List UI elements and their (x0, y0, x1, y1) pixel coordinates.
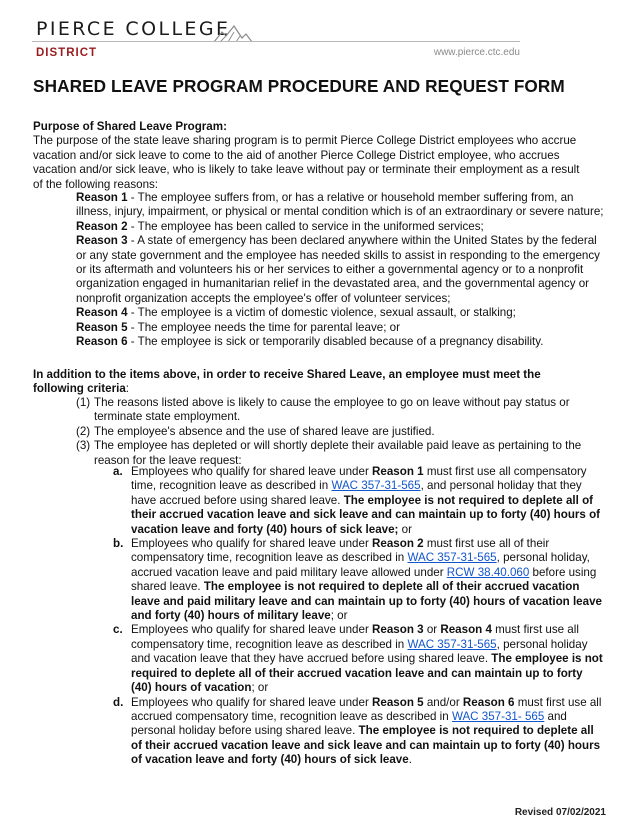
criteria-heading-text: In addition to the items above, in order to receive Shared Leave, an employee must meet the following criteria (33, 368, 541, 396)
reason-label: Reason 6 (76, 335, 128, 349)
reason-item (76, 220, 606, 234)
purpose-text: The purpose of the state leave sharing program is to permit Pierce College District employees who accrue vacation and/or sick leave to come to the aid of another Pierce College District employee, who accrues vacation and/or sick leave, who is likely to take leave without pay or terminate their employment as a result of the following reasons: (33, 134, 580, 191)
revision-date: Revised 07/02/2021 (514, 807, 606, 818)
criteria-list (76, 396, 596, 468)
criteria-item (76, 439, 596, 468)
item-bold-text: The employee is not required to deplete all of their accrued vacation leave and can maintain up to forty (40) hours of vacation (131, 652, 603, 695)
item-text: , personal holiday, accrued vacation leave and paid military leave allowed under (131, 551, 590, 579)
wac-link[interactable]: WAC 357-31-565 (407, 551, 497, 565)
item-text: , and personal holiday that they have accrued before using shared leave. (131, 479, 582, 507)
criteria-heading-colon: : (125, 382, 129, 396)
item-text: and/or (423, 695, 463, 709)
criteria-heading (33, 368, 553, 397)
purpose-heading: Purpose of Shared Leave Program: (33, 120, 227, 133)
page-title: SHARED LEAVE PROGRAM PROCEDURE AND REQUEST FORM (33, 76, 565, 96)
reason-ref: Reason 2 (372, 537, 424, 551)
leave-requirements-list (113, 465, 603, 768)
reason-text: - The employee suffers from, or has a relative or household member suffering from, an illness, injury, impairment, or physical or mental condition which is of an extraordinary or severe nature; (76, 191, 604, 219)
item-bold-text: The employee is not required to deplete all of their accrued vacation leave and paid military leave and can maintain up to forty (40) hours of vacation leave and forty (40) hours of military leave (131, 580, 602, 623)
reason-label: Reason 5 (76, 320, 128, 334)
college-logo-name: PIERCE COLLEGE (36, 18, 231, 40)
reason-ref: Reason 6 (462, 695, 515, 709)
requirement-item-b (113, 537, 603, 623)
reason-ref: Reason 4 (440, 623, 492, 637)
item-text: Employees who qualify for shared leave under (131, 537, 373, 551)
criteria-text: The employee's absence and the use of shared leave are justified. (94, 424, 435, 438)
reason-item (76, 306, 606, 320)
item-letter: b. (113, 537, 124, 551)
reason-text: - The employee is sick or temporarily disabled because of a pregnancy disability. (127, 335, 544, 349)
wac-link[interactable]: WAC 357-31-565 (407, 637, 497, 651)
item-text: must first use all compensatory time, recognition leave as described in (131, 465, 587, 493)
item-text: or (423, 623, 441, 637)
criteria-number: (2) (76, 424, 91, 438)
item-text: must first use all of their compensatory time, recognition leave as described in (131, 537, 550, 565)
requirement-item-c (113, 623, 603, 695)
purpose-section (33, 120, 593, 192)
item-bold-text: The employee is not required to deplete all of their accrued vacation leave and sick leave and can maintain up to forty (40) hours of vacation leave and forty (40) hours of sick leave; (131, 493, 601, 536)
item-bold-text: The employee is not required to deplete all of their accrued vacation leave and sick leave and can maintain up to forty (40) hours of vacation leave and forty (40) hours of sick leave (131, 724, 601, 767)
criteria-item (76, 396, 596, 425)
item-tail: ; or (251, 681, 269, 695)
item-text: Employees who qualify for shared leave under (131, 465, 373, 478)
criteria-text: The employee has depleted or will shortly deplete their available paid leave as pertaining to the reason for the leave request: (94, 439, 582, 467)
reason-label: Reason 1 (76, 191, 128, 204)
reason-item (76, 191, 606, 220)
reason-ref: Reason 1 (372, 465, 424, 478)
college-logo-district: DISTRICT (36, 47, 98, 59)
header-rule (32, 41, 520, 42)
criteria-text: The reasons listed above is likely to cause the employee to go on leave without pay status or terminate state employment. (94, 396, 570, 424)
reason-text: - The employee needs the time for parental leave; or (127, 320, 400, 334)
item-text: before using shared leave. (131, 565, 597, 594)
item-letter: d. (113, 695, 124, 709)
item-letter: a. (113, 465, 123, 478)
item-tail: ; or (330, 609, 348, 623)
reason-item (76, 321, 606, 335)
rcw-link[interactable]: RCW 38.40.060 (446, 565, 530, 579)
wac-link[interactable]: WAC 357-31-565 (331, 479, 421, 493)
letterhead (32, 18, 612, 64)
reason-text: - The employee is a victim of domestic violence, sexual assault, or stalking; (127, 306, 516, 320)
reason-label: Reason 2 (76, 219, 128, 233)
reason-ref: Reason 5 (372, 695, 424, 709)
item-tail: or (398, 522, 412, 536)
reason-text: - The employee has been called to service in the uniformed services; (127, 219, 484, 233)
item-text: Employees who qualify for shared leave under (131, 623, 373, 637)
item-text: must first use all accrued compensatory time, recognition leave as described in (131, 695, 602, 723)
criteria-number: (3) (76, 439, 91, 453)
requirement-item-d (113, 696, 603, 768)
item-tail: . (408, 753, 412, 767)
reason-item (76, 335, 606, 349)
item-letter: c. (113, 623, 123, 637)
item-text: must first use all compensatory time, recognition leave as described in (131, 623, 579, 651)
item-text: , personal holiday and vacation leave that they have accrued before using shared leave. (131, 637, 588, 666)
website-url[interactable]: www.pierce.ctc.edu (433, 47, 520, 58)
reason-label: Reason 3 (76, 234, 128, 248)
criteria-number: (1) (76, 396, 91, 409)
wac-link[interactable]: WAC 357-31- 565 (451, 709, 545, 723)
item-text: and personal holiday before using shared leave. (131, 709, 567, 738)
reason-label: Reason 4 (76, 306, 128, 320)
reason-text: - A state of emergency has been declared anywhere within the United States by the federal or any state government and the employee has needed skills to assist in responding to the emergency or its aftermath and volunteers his or her services to either a governmental agency or to a nonprofit organization engaged in humanitarian relief in the devastated area, and the governmental agency or nonprofit organization accepts the employee's offer of volunteer services; (76, 234, 600, 305)
criteria-item (76, 425, 596, 439)
reason-item (76, 234, 606, 306)
reason-ref: Reason 3 (372, 623, 424, 637)
item-text: Employees who qualify for shared leave under (131, 695, 373, 709)
requirement-item-a (113, 465, 603, 537)
reasons-list (76, 191, 606, 349)
